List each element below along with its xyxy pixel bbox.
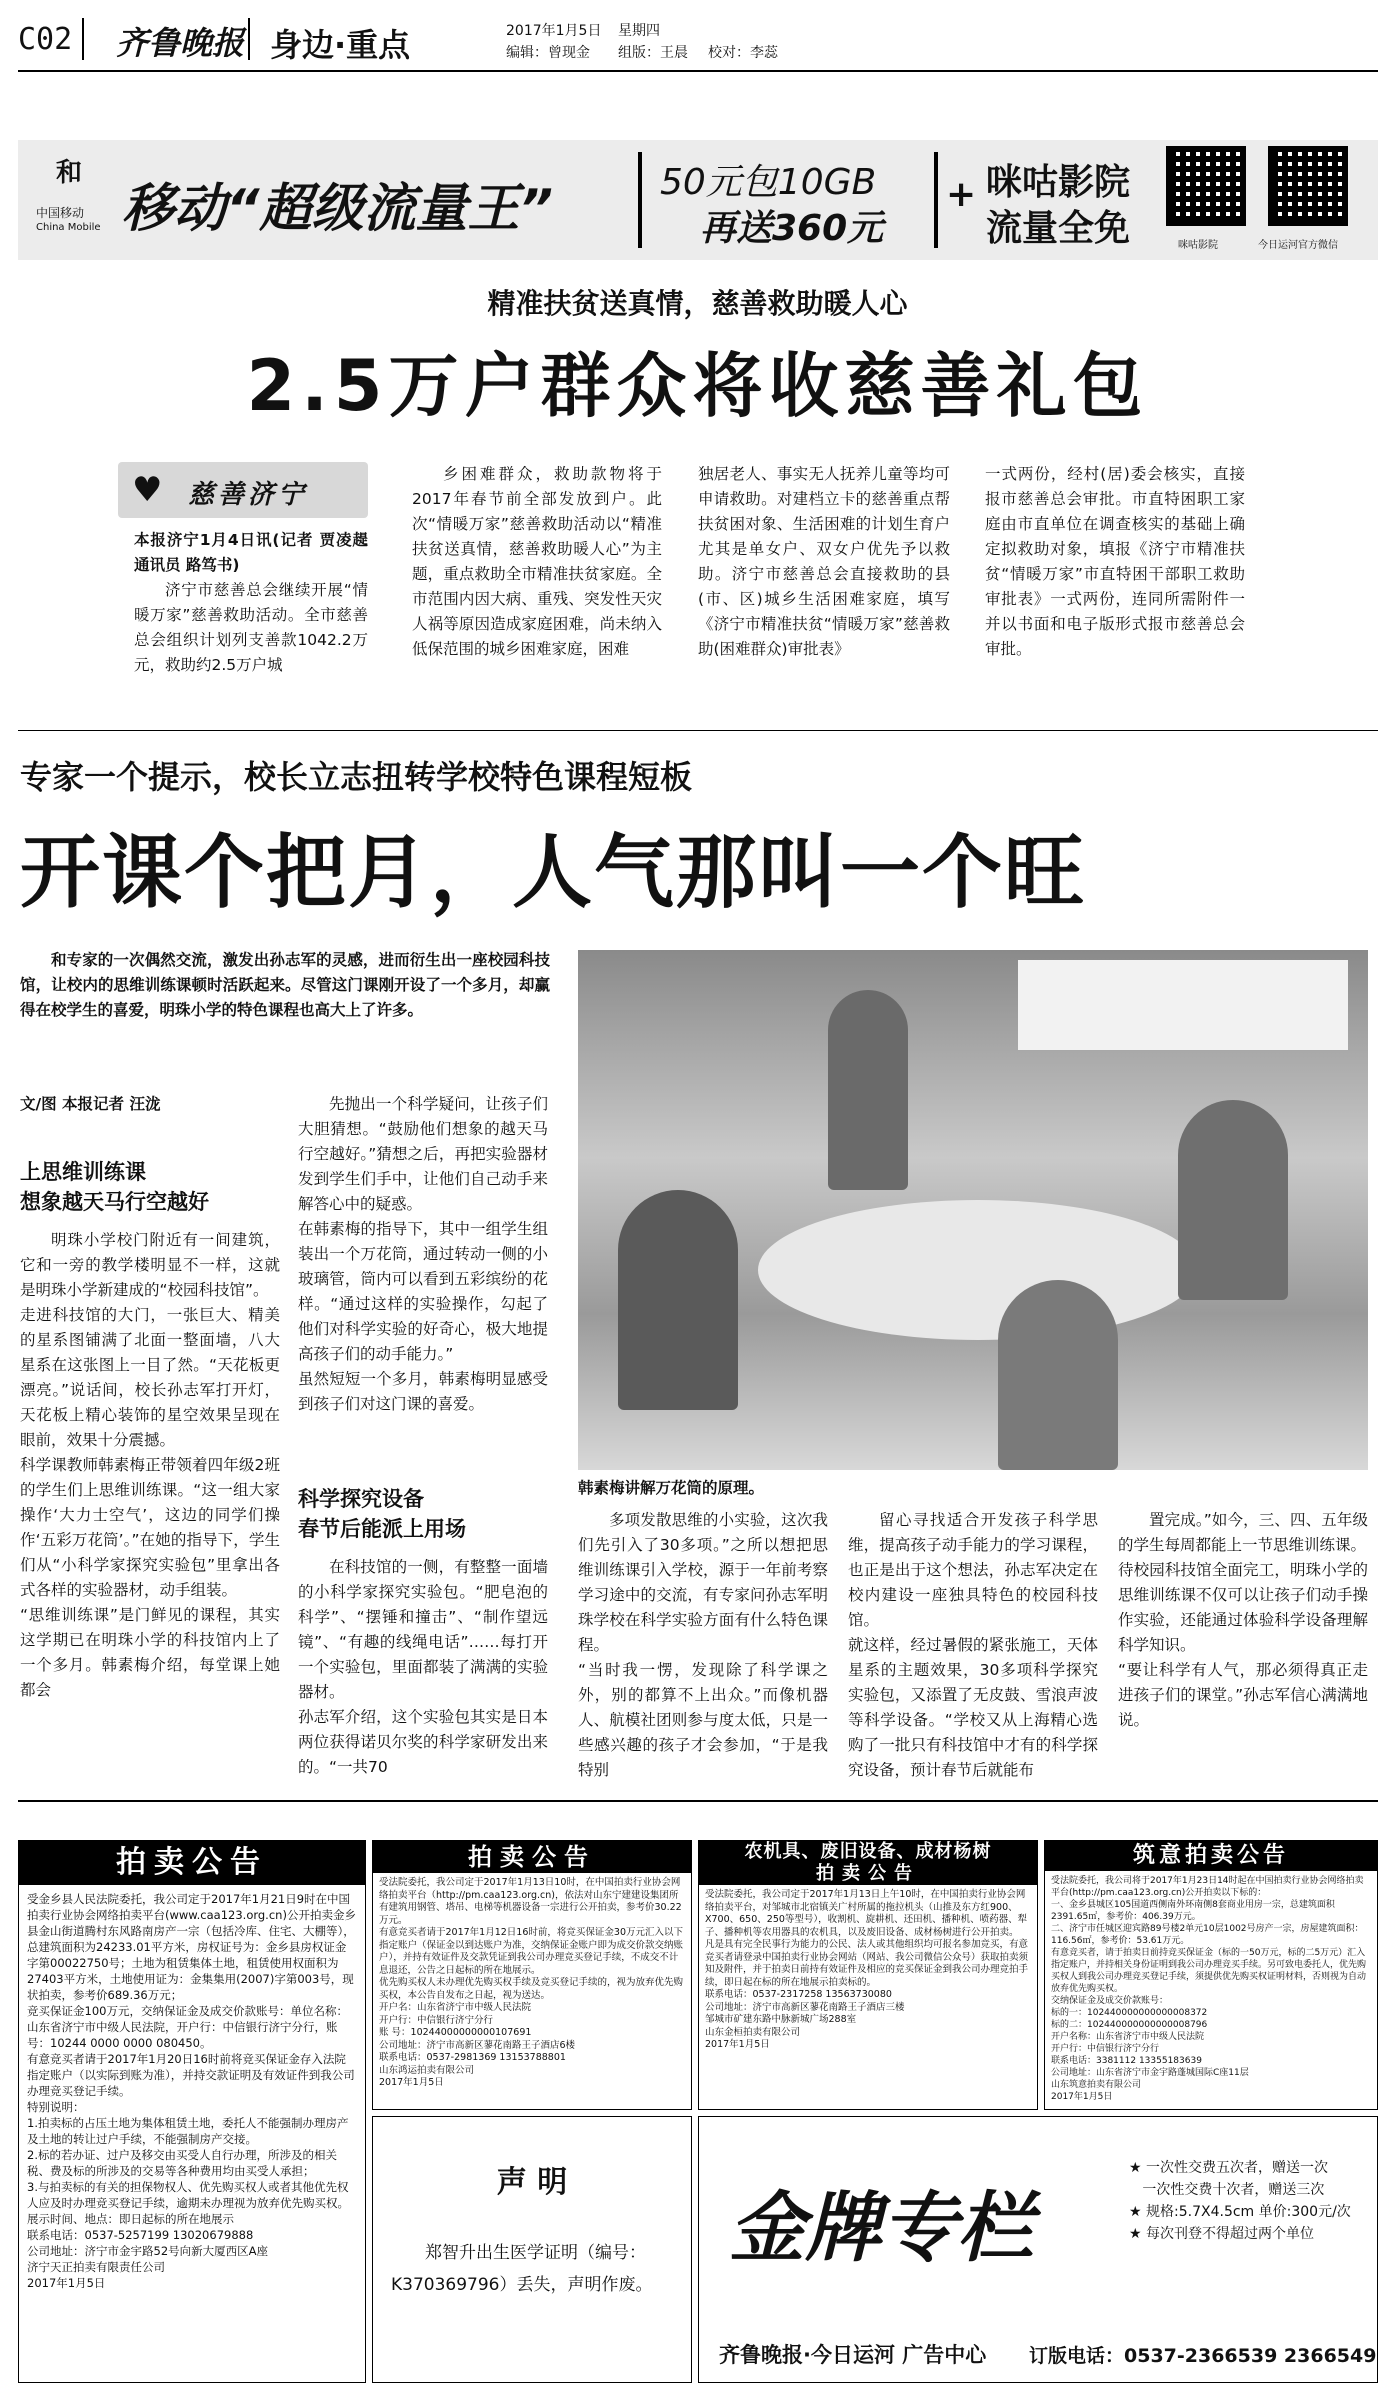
article-1-col-3: 独居老人、事实无人抚养儿童等均可申请救助。对建档立卡的慈善重点帮扶贫困对象、生活困难的计划生育户尤其是单女户、双女户优先予以救助。济宁市慈善总会直接救助的县(市、区)城乡生活困难家庭，填写《济宁市精准扶贫“情暖万家”慈善救助(困难群众)审批表》 <box>698 465 950 658</box>
china-mobile-logo: 和 中国移动 China Mobile <box>36 158 101 233</box>
qr-label-2: 今日运河官方微信 <box>1258 240 1338 251</box>
photo-student <box>618 1190 738 1410</box>
article-2-headline: 开课个把月，人气那叫一个旺 <box>20 826 1086 919</box>
subhead-1a: 上思维训练课 <box>20 1160 146 1184</box>
subhead-2a: 科学探究设备 <box>298 1487 424 1511</box>
article-1-col-4: 一式两份，经村(居)委会核实，直接报市慈善总会审批。市直特困职工家庭由市直单位在调查核实的基础上确定拟救助对象，填报《济宁市精准扶贫“情暖万家”市直特困干部职工救助审批表》一式两份，连同所需附件一并以书面和电子版形式报市慈善总会审批。 <box>985 465 1245 658</box>
auction-notice-2: 拍卖公告 受法院委托，我公司定于2017年1月13日10时，在中国拍卖行业协会网络拍卖平台（http://pm.caa123.org.cn)，依法对山东宁建建设集团所有建筑用钢管、塔吊、电梯等机器设备一宗进行公开拍卖，参考价30.22万元。 有意竞买者请于2017年1月12日16时前，将竞买保证金30万元汇入以下指定账户（保证金以到达账户为准，交纳保证金账户即为成交价款交纳账户），并持有效证件及交款凭证到我公司办理竞买登记手续，不成交不计息退还，公告之日起标的所在地展示。 优先购买权人未办理优先购买权手续及竞买登记手续的，视为放弃优先购买权，本公告自发布之日起，视为送达。 开户名：山东省济宁市中级人民法院 开户行：中信银行济宁分行 账 号：10244000000000107691 公司地址：济宁市高新区蓼花南路王子酒店6楼 联系电话：0537-2981369 13153788801 山东鸿运拍卖有限公司 2017年1月5日 <box>372 1840 692 2110</box>
section-title: 身边·重点 <box>270 26 411 64</box>
article-1-kicker: 精准扶贫送真情，慈善救助暖人心 <box>487 287 908 320</box>
gold-item-2: 一次性交费十次者，赠送三次 <box>1142 2182 1325 2198</box>
ad-migu-2: 流量全免 <box>986 208 1131 249</box>
article-2-col-4: 留心寻找适合开发孩子科学思维，提高孩子动手能力的学习课程，也正是出于这个想法，孙志军决定在校内建设一座独具特色的校园科技馆。 就这样，经过暑假的紧张施工，天体星系的主题效果，30多项科学探究实验包，又添置了无皮鼓、雪浪声波等科学设备。“学校又从上海精心选购了一批只有科技馆中才有的科学探究设备，预计春节后就能布 <box>848 1511 1098 1779</box>
photo-student <box>1178 1100 1288 1300</box>
article-1-byline: 本报济宁1月4日讯(记者 贾凌趧 通讯员 路笃书) <box>134 531 368 574</box>
paper-logo: 齐鲁晚报 <box>116 24 245 62</box>
article-1-col-1: 济宁市慈善总会继续开展“情暖万家”慈善救助活动。全市慈善总会组织计划列支善款1042.2万元，救助约2.5万户城 <box>134 581 368 674</box>
page-number: C02 <box>18 22 73 57</box>
gold-phone: 订版电话：0537-2366539 2366549 <box>1029 2345 1377 2367</box>
qr-code-icon <box>1166 146 1246 226</box>
gold-column-ad <box>698 2116 1378 2383</box>
gold-item-4: ★ 每次刊登不得超过两个单位 <box>1129 2226 1315 2242</box>
subhead-1b: 想象越天马行空越好 <box>20 1190 209 1214</box>
header-editor: 编辑：曾现金 <box>506 45 590 61</box>
cishan-jining-logo: ♥ 慈善济宁 <box>118 462 368 518</box>
page-header <box>18 8 1378 68</box>
header-weekday: 星期四 <box>618 23 660 39</box>
auction-notice-4: 筑意拍卖公告 受法院委托，我公司将于2017年1月23日14时起在中国拍卖行业协会网络拍卖平台(http://pm.caa123.org.cn)公开拍卖以下标的： 一、金乡县城区105国道西侧南外环南侧8套商业用房一宗，总建筑面积2391.65㎡，参考价：406.39万元。 二、济宁市任城区迎宾路89号楼2单元10层1002号房产一宗，房屋建筑面积：116.56㎡，参考价：53.61万元。 有意竞买者，请于拍卖日前持竞买保证金（标的一50万元，标的二5万元）汇入指定账户，并持相关身份证明到我公司办理竞买手续。另可致电委托人，优先购买权人到我公司办理竞买登记手续，须提供优先购买权证明材料，否则视为自动放弃优先购买权。 交纳保证金及成交价款账号： 标的一：102440000000000008372 标的二：102440000000000008796 开户名称：山东省济宁市中级人民法院 开户行：中信银行济宁分行 联系电话：3381112 13355183639 公司地址：山东省济宁市金宇路蓬城国际C座11层 山东筑意拍卖有限公司 2017年1月5日 <box>1044 1840 1378 2110</box>
ad-migu-1: 咪咕影院 <box>986 162 1131 203</box>
article-2-col-2b: 在科技馆的一侧，有整整一面墙的小科学家探究实验包。“肥皂泡的科学”、“摆锤和撞击”、“制作望远镜”、“有趣的线绳电话”……每打开一个实验包，里面都装了满满的实验器材。 孙志军介绍，这个实验包其实是日本两位获得诺贝尔奖的科学家研发出来的。“一共70 <box>298 1558 548 1776</box>
ads-divider <box>18 1800 1378 1802</box>
article-2-col-2: 先抛出一个科学疑问，让孩子们大胆猜想。“鼓励他们想象的越天马行空越好。”猜想之后，再把实验器材发到学生们手中，让他们自己动手来解答心中的疑惑。 在韩素梅的指导下，其中一组学生组装出一个万花筒，通过转动一侧的小玻璃管，筒内可以看到五彩缤纷的花样。“通过这样的实验操作，勾起了他们对科学实验的好奇心，极大地提高孩子们的动手能力。” 虽然短短一个多月，韩素梅明显感受到孩子们对这门课的喜爱。 <box>298 1095 548 1413</box>
header-divider <box>248 18 250 60</box>
ad-slogan: 移动“超级流量王” <box>122 179 553 239</box>
header-layout: 组版：王晨 <box>618 45 688 61</box>
ad-plus-icon: + <box>946 174 977 215</box>
photo-caption: 韩素梅讲解万花筒的原理。 <box>578 1479 765 1497</box>
qr-label-1: 咪咕影院 <box>1178 240 1218 251</box>
photo-teacher <box>828 990 908 1190</box>
gold-item-3: ★ 规格:5.7X4.5cm 单价:300元/次 <box>1129 2204 1351 2220</box>
gold-column-title: 金牌专栏 <box>729 2183 1033 2272</box>
article-1-headline: 2.5万户群众将收慈善礼包 <box>246 345 1149 427</box>
article-2-col-1: 明珠小学校门附近有一间建筑，它和一旁的教学楼明显不一样，这就是明珠小学新建成的“校园科技馆”。 走进科技馆的大门，一张巨大、精美的星系图铺满了北面一整面墙，八大星系在这张图上一目了然。“天花板更漂亮。”说话间，校长孙志军打开灯，天花板上精心装饰的星空效果呈现在眼前，效果十分震撼。 科学课教师韩素梅正带领着四年级2班的学生们上思维训练课。“这一组大家操作‘大力士空气’，这边的同学们操作‘五彩万花筒’。”在她的指导下，学生们从“小科学家探究实验包”里拿出各式各样的实验器材，动手组装。 “思维训练课”是门鲜见的课程，其实这学期已在明珠小学的科技馆内上了一个多月。韩素梅介绍，每堂课上她都会 <box>20 1231 280 1699</box>
classroom-photo <box>578 950 1368 1470</box>
gold-item-1: ★ 一次性交费五次者，赠送一次 <box>1129 2160 1329 2176</box>
auction-notice-1: 拍卖公告 受金乡县人民法院委托，我公司定于2017年1月21日9时在中国拍卖行业协会网络拍卖平台(www.caa123.org.cn)公开拍卖金乡县金山街道腾村东风路南房产一宗（包括冷库、住宅、大棚等），总建筑面积为24233.01平方米，房权证号为：金乡县房权证金字第00022750号；土地为租赁集体土地，租赁使用权面积为27403平方米，土地使用证为：金集集用(2007)字第003号，现状拍卖，参考价689.36万元； 竞买保证金100万元，交纳保证金及成交价款账号：单位名称：山东省济宁市中级人民法院，开户行：中信银行济宁分行，账号：10244 0000 0000 080450。 有意竞买者请于2017年1月20日16时前将竞买保证金存入法院指定账户（以实际到账为准），并持交款证明及有效证件到我公司办理竞买登记手续。 特别说明： 1.拍卖标的占压土地为集体租赁土地，委托人不能强制办理房产及土地的转让过户手续，不能强制房产交接。 2.标的若办证、过户及移交由买受人自行办理，所涉及的相关税、费及标的所涉及的交易等各种费用均由买受人承担； 3.与拍卖标的有关的担保物权人、优先购买权人或者其他优先权人应及时办理竞买登记手续，逾期未办理视为放弃优先购买权。 展示时间、地点：即日起标的所在地展示 联系电话：0537-5257199 13020679888 公司地址：济宁市金宇路52号向新大厦西区A座 济宁天正拍卖有限责任公司 2017年1月5日 <box>18 1840 366 2383</box>
article-1-col-2: 乡困难群众，救助款物将于2017年春节前全部发放到户。此次“情暖万家”慈善救助活动以“精准扶贫送真情，慈善救助暖人心”为主题，重点救助全市精准扶贫家庭。全市范围内因大病、重残、突发性天灾人祸等原因造成家庭困难，尚未纳入低保范围的城乡困难家庭，困难 <box>412 465 662 658</box>
lost-certificate-notice: 声 明 郑智升出生医学证明（编号：K370369796）丢失，声明作废。 <box>372 2116 692 2383</box>
subhead-2b: 春节后能派上用场 <box>298 1517 466 1541</box>
article-divider <box>18 730 1378 731</box>
article-2-byline: 文/图 本报记者 汪泷 <box>20 1095 161 1113</box>
top-advertisement <box>18 140 1378 260</box>
qr-code-icon <box>1268 146 1348 226</box>
header-divider <box>82 18 84 60</box>
header-proof: 校对：李蕊 <box>708 45 778 61</box>
article-2-lead: 和专家的一次偶然交流，激发出孙志军的灵感，进而衍生出一座校园科技馆，让校内的思维训练课顿时活跃起来。尽管这门课刚开设了一个多月，却赢得在校学生的喜爱，明珠小学的特色课程也高大上了许多。 <box>20 951 550 1019</box>
photo-student <box>998 1280 1118 1470</box>
article-2-col-5: 置完成。”如今，三、四、五年级的学生每周都能上一节思维训练课。 待校园科技馆全面完工，明珠小学的思维训练课不仅可以让孩子们动手操作实验，还能通过体验科学设备理解科学知识。 “要让科学有人气，那必须得真正走进孩子们的课堂。”孙志军信心满满地说。 <box>1118 1511 1368 1729</box>
photo-window <box>1018 960 1348 1050</box>
header-date: 2017年1月5日 <box>506 23 602 39</box>
ad-offer-box: 50元包10GB 再送360元 <box>638 152 938 248</box>
article-2-col-3: 多项发散思维的小实验，这次我们先引入了30多项。”之所以想把思维训练课引入学校，源于一年前考察学习途中的交流，有专家问孙志军明珠学校在科学实验方面有什么特色课程。 “当时我一愣，发现除了科学课之外，别的都算不上出众。”而像机器人、航模社团则参与度太低，只是一些感兴趣的孩子才会参加，“于是我特别 <box>578 1511 828 1779</box>
article-2-kicker: 专家一个提示，校长立志扭转学校特色课程短板 <box>20 758 693 796</box>
header-rule <box>18 70 1378 72</box>
auction-notice-3: 农机具、废旧设备、成材杨树 拍卖公告 受法院委托，我公司定于2017年1月13日上午10时，在中国拍卖行业协会网络拍卖平台，对邹城市北宿镇关广村所属的拖拉机头（山推及东方红900、X700、650、250等型号），收割机、旋耕机、还田机、播种机、喷药器、犁子、播种机等农用器具的农机具，以及废旧设备、成材杨树进行公开拍卖。 凡是具有完全民事行为能力的公民、法人或其他组织均可报名参加竞买，有意竞买者请登录中国拍卖行业协会网站（网站、我公司微信公众号）获取拍卖须知及附件，并于拍卖日前持有效证件及相应的竞买保证金到我公司办理竞拍手续，即日起在标的所在地展示拍卖标的。 联系电话：0537-2317258 13563730080 公司地址：济宁市高新区蓼花南路王子酒店三楼 邹城市矿建东路中脉新城广场288室 山东金桓拍卖有限公司 2017年1月5日 <box>698 1840 1038 2110</box>
gold-footer: 齐鲁晚报·今日运河 广告中心 <box>719 2343 987 2367</box>
photo-table <box>758 1200 1198 1340</box>
heart-icon: ♥ <box>132 470 163 510</box>
